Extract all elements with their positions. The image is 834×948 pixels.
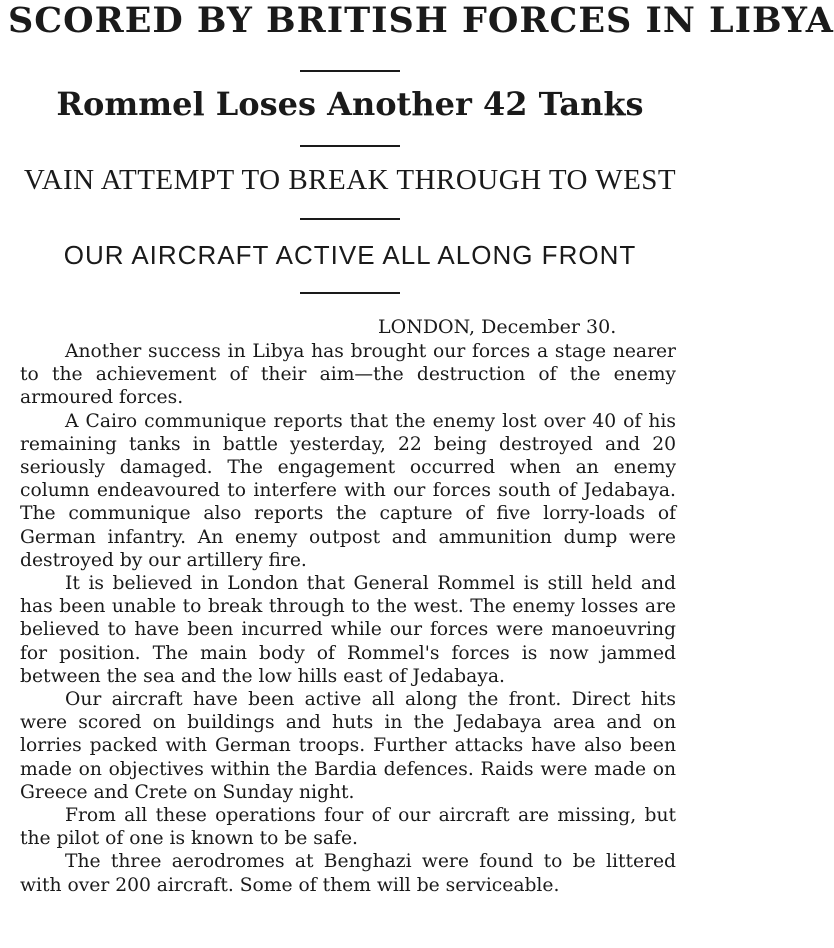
headline-main: SCORED BY BRITISH FORCES IN LIBYA: [8, 0, 834, 41]
headline-fourth: OUR AIRCRAFT ACTIVE ALL ALONG FRONT: [63, 240, 637, 270]
article-paragraph: It is believed in London that General Rommel is still held and has been unable to break through to the west. The enemy losses are believed to have been incurred while our forces were manoeuvring for position. The main body of Rommel's forces is now jammed between the sea and the low hills east of Jedabaya.: [20, 573, 676, 687]
headline-divider: [300, 70, 400, 72]
headline-third: VAIN ATTEMPT TO BREAK THROUGH TO WEST: [23, 164, 677, 196]
article-paragraph: Another success in Libya has brought our forces a stage nearer to the achievement of their aim—the destruction of the enemy armoured forces.: [20, 341, 676, 409]
headline-divider: [300, 145, 400, 147]
headline-divider: [300, 218, 400, 220]
article-paragraph: From all these operations four of our aircraft are missing, but the pilot of one is known to be safe.: [20, 805, 676, 850]
headline-second: Rommel Loses Another 42 Tanks: [56, 85, 644, 123]
article-paragraph: Our aircraft have been active all along the front. Direct hits were scored on buildings and huts in the Jedabaya area and on lorries packed with German troops. Further attacks have also been made on objectives within the Bardia defences. Raids were made on Greece and Crete on Sunday night.: [20, 689, 676, 803]
article-paragraph: A Cairo communique reports that the enemy lost over 40 of his remaining tanks in battle yesterday, 22 being destroyed and 20 seriously damaged. The engagement occurred when an enemy column endeavoured to interfere with our forces south of Jedabaya. The communique also reports the capture of five lorry-loads of German infantry. An enemy outpost and ammunition dump were destroyed by our artillery fire.: [20, 410, 676, 571]
article-paragraph: The three aerodromes at Benghazi were found to be littered with over 200 aircraft. Some of them will be serviceable.: [20, 851, 676, 896]
dateline: LONDON, December 30.: [378, 316, 617, 338]
headline-divider: [300, 292, 400, 294]
article-body: [20, 340, 676, 897]
